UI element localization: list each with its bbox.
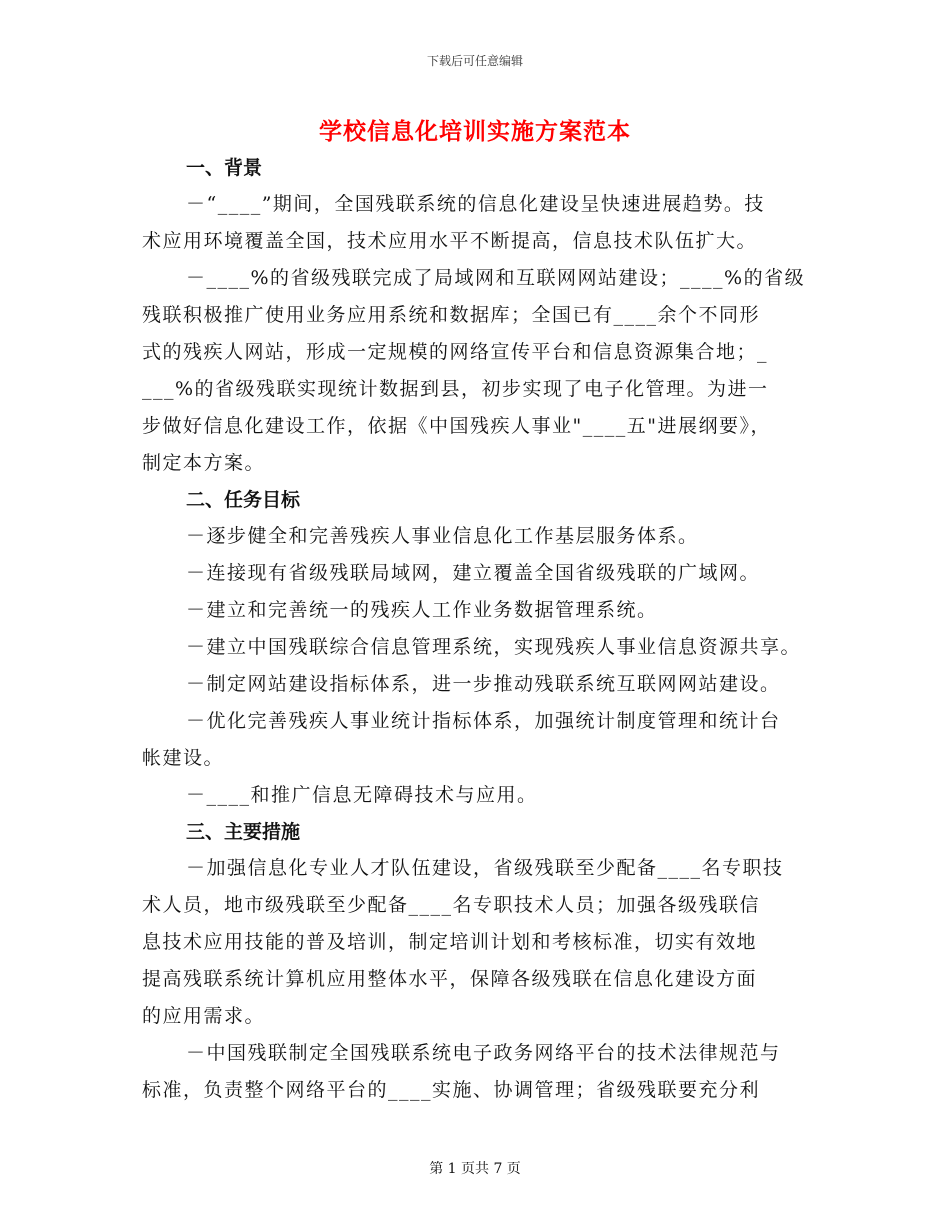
text-line: －建立和完善统一的残疾人工作业务数据管理系统。 — [186, 599, 658, 621]
page-number: 第 1 页共 7 页 — [429, 1161, 521, 1177]
text-line: －制定网站建设指标体系，进一步推动残联系统互联网网站建设。 — [186, 673, 781, 695]
paragraph — [142, 518, 822, 555]
paragraph — [142, 1035, 822, 1109]
paragraph — [142, 629, 822, 666]
document-body — [142, 150, 822, 1109]
header-note: 下载后可任意编辑 — [426, 54, 523, 68]
paragraph — [142, 555, 822, 592]
text-line: 术应用环境覆盖全国，技术应用水平不断提高，信息技术队伍扩大。 — [142, 230, 758, 252]
text-line: 制定本方案。 — [142, 452, 266, 474]
text-line: 息技术应用技能的普及培训，制定培训计划和考核标准，切实有效地 — [142, 931, 758, 953]
paragraph — [142, 703, 822, 777]
text-line: －优化完善残疾人事业统计指标体系，加强统计制度管理和统计台 — [186, 710, 781, 732]
section-heading: 三、主要措施 — [186, 821, 301, 843]
paragraph — [142, 186, 822, 260]
document-title: 学校信息化培训实施方案范本 — [319, 118, 631, 145]
text-line: －“____”期间，全国残联系统的信息化建设呈快速进展趋势。技 — [186, 193, 765, 215]
text-line: －加强信息化专业人才队伍建设，省级残联至少配备____名专职技 — [186, 857, 784, 879]
text-line: 残联积极推广使用业务应用系统和数据库；全国已有____余个不同形 — [142, 304, 761, 326]
text-line: －____和推广信息无障碍技术与应用。 — [186, 784, 538, 806]
paragraph — [142, 666, 822, 703]
text-line: －建立中国残联综合信息管理系统，实现残疾人事业信息资源共享。 — [186, 636, 802, 658]
paragraph — [142, 777, 822, 814]
text-line: ___%的省级残联实现统计数据到县，初步实现了电子化管理。为进一 — [142, 378, 769, 400]
paragraph — [142, 850, 822, 1035]
paragraph — [142, 592, 822, 629]
section-heading: 一、背景 — [186, 157, 263, 179]
text-line: 步做好信息化建设工作，依据《中国残疾人事业"____五"进展纲要》， — [142, 415, 771, 437]
text-line: 术人员，地市级残联至少配备____名专职技术人员；加强各级残联信 — [142, 894, 761, 916]
text-line: －____%的省级残联完成了局域网和互联网网站建设；____%的省级 — [186, 267, 806, 289]
text-line: 提高残联系统计算机应用整体水平，保障各级残联在信息化建设方面 — [142, 968, 758, 990]
text-line: －连接现有省级残联局域网，建立覆盖全国省级残联的广域网。 — [186, 562, 761, 584]
text-line: 的应用需求。 — [142, 1005, 266, 1027]
text-line: 式的残疾人网站，形成一定规模的网络宣传平台和信息资源集合地；_ — [142, 341, 769, 363]
text-line: －逐步健全和完善残疾人事业信息化工作基层服务体系。 — [186, 525, 699, 547]
text-line: －中国残联制定全国残联系统电子政务网络平台的技术法律规范与 — [186, 1042, 781, 1064]
text-line: 帐建设。 — [142, 747, 225, 769]
paragraph — [142, 260, 822, 482]
text-line: 标准，负责整个网络平台的____实施、协调管理；省级残联要充分利 — [142, 1079, 761, 1101]
section-heading: 二、任务目标 — [186, 489, 301, 511]
